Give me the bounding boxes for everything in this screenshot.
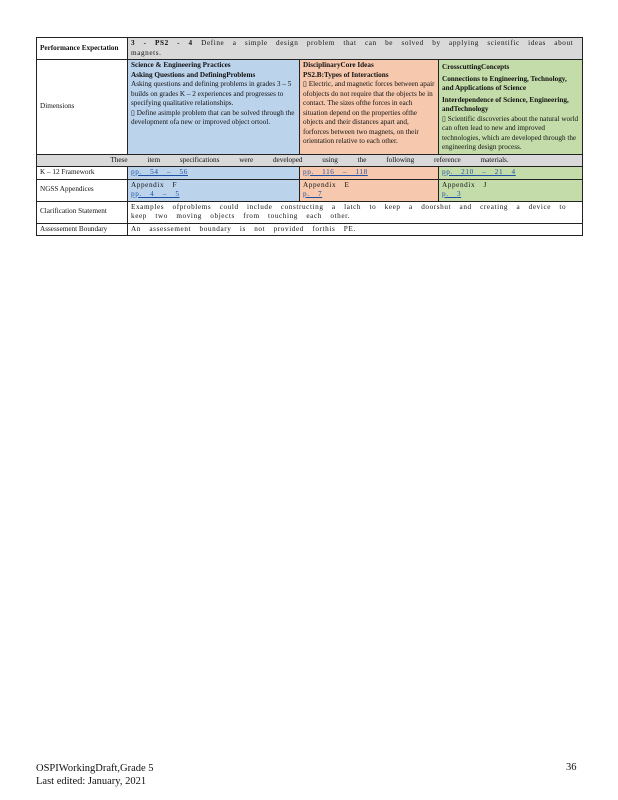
bullet-icon: ▯ [303, 80, 309, 88]
reference-note: These item specifications were developed using the following reference materials. [37, 154, 583, 167]
performance-expectation-code: 3 - PS2 - 4 [131, 39, 193, 47]
framework-link-core-ideas[interactable]: pp. 116 – 118 [303, 168, 368, 176]
framework-link-practices[interactable]: pp. 54 – 56 [131, 168, 188, 176]
performance-expectation-label: Performance Expectation [37, 38, 128, 60]
practices-bullet-text: Define asimple problem that can be solved through the development ofa new or improved object ortool. [131, 108, 295, 126]
appendix-f-title: Appendix F [131, 180, 178, 189]
item-specification-table [36, 37, 583, 236]
footer-last-edited: Last edited: January, 2021 [36, 776, 147, 788]
crosscutting-bullet [442, 115, 579, 153]
reference-note-row [37, 154, 583, 167]
appendices-col1-cell [128, 179, 300, 201]
bullet-icon: ▯ [131, 108, 137, 117]
appendix-e-link[interactable]: p. 7 [303, 190, 323, 198]
appendix-j-link[interactable]: p. 3 [442, 190, 462, 198]
assessment-row [37, 223, 583, 236]
crosscutting-subtitle-1: Connections to Engineering, Technology, and Applications of Science [442, 74, 567, 92]
appendices-col3-cell [439, 179, 583, 201]
framework-col3-cell [439, 167, 583, 180]
appendices-row [37, 179, 583, 201]
appendices-col2-cell [300, 179, 439, 201]
page-footer [36, 762, 154, 789]
appendix-j-title: Appendix J [442, 180, 487, 189]
appendix-f-link[interactable]: pp. 4 – 5 [131, 190, 180, 198]
practices-cell [128, 60, 300, 155]
assessment-label: Assessement Boundary [37, 223, 128, 236]
core-ideas-title: DisciplinaryCore Ideas [303, 61, 374, 69]
crosscutting-bullet-text: Scientific discoveries about the natural world can often lead to new and improved technologies, which are developed through the engineering design process. [442, 114, 579, 151]
practices-bullet [131, 109, 296, 128]
core-ideas-subtitle: PS2.B:Types of Interactions [303, 70, 389, 79]
core-ideas-cell [300, 60, 439, 155]
performance-expectation-row [37, 38, 583, 60]
crosscutting-subtitle-2: Interdependence of Science, Engineering, andTechnology [442, 95, 569, 113]
framework-link-crosscutting[interactable]: pp. 210 – 21 4 [442, 168, 516, 176]
framework-label: K – 12 Framework [37, 167, 128, 180]
clarification-text: Examples ofproblems could include constructing a latch to keep a doorshut and creating a device to keep two moving objects from touching each other. [128, 201, 583, 223]
crosscutting-cell [439, 60, 583, 155]
framework-col2-cell [300, 167, 439, 180]
footer-document-title: OSPIWorkingDraft,Grade 5 [36, 763, 154, 774]
clarification-row [37, 201, 583, 223]
crosscutting-title: CrosscuttingConcepts [442, 63, 510, 71]
core-ideas-bullet [303, 80, 435, 147]
performance-expectation-text: Define a simple design problem that can be solved by applying scientific ideas about magnets. [131, 39, 574, 57]
practices-body: Asking questions and defining problems in grades 3 – 5 builds on grades K – 2 experiences and progresses to specifying qualitative relationships. [131, 80, 292, 107]
core-ideas-bullet-text: Electric, and magnetic forces between apair ofobjects do not require that the objects be in contact. The sizes ofthe forces in each situation depend on the properties ofthe objects and their distances apart and, forforces between two magnets, on their orientation relative to each other. [303, 80, 435, 145]
page-number: 36 [566, 762, 577, 773]
framework-col1-cell [128, 167, 300, 180]
practices-subtitle: Asking Questions and DefiningProblems [131, 70, 256, 79]
practices-title: Science & Engineering Practices [131, 61, 231, 69]
clarification-label: Clarification Statement [37, 201, 128, 223]
dimensions-row [37, 60, 583, 155]
performance-expectation-cell [128, 38, 583, 60]
appendices-label: NGSS Appendices [37, 179, 128, 201]
framework-row [37, 167, 583, 180]
dimensions-label: Dimensions [37, 60, 128, 155]
bullet-icon: ▯ [442, 114, 448, 123]
appendix-e-title: Appendix E [303, 180, 350, 189]
assessment-text: An assessement boundary is not provided forthis PE. [128, 223, 583, 236]
